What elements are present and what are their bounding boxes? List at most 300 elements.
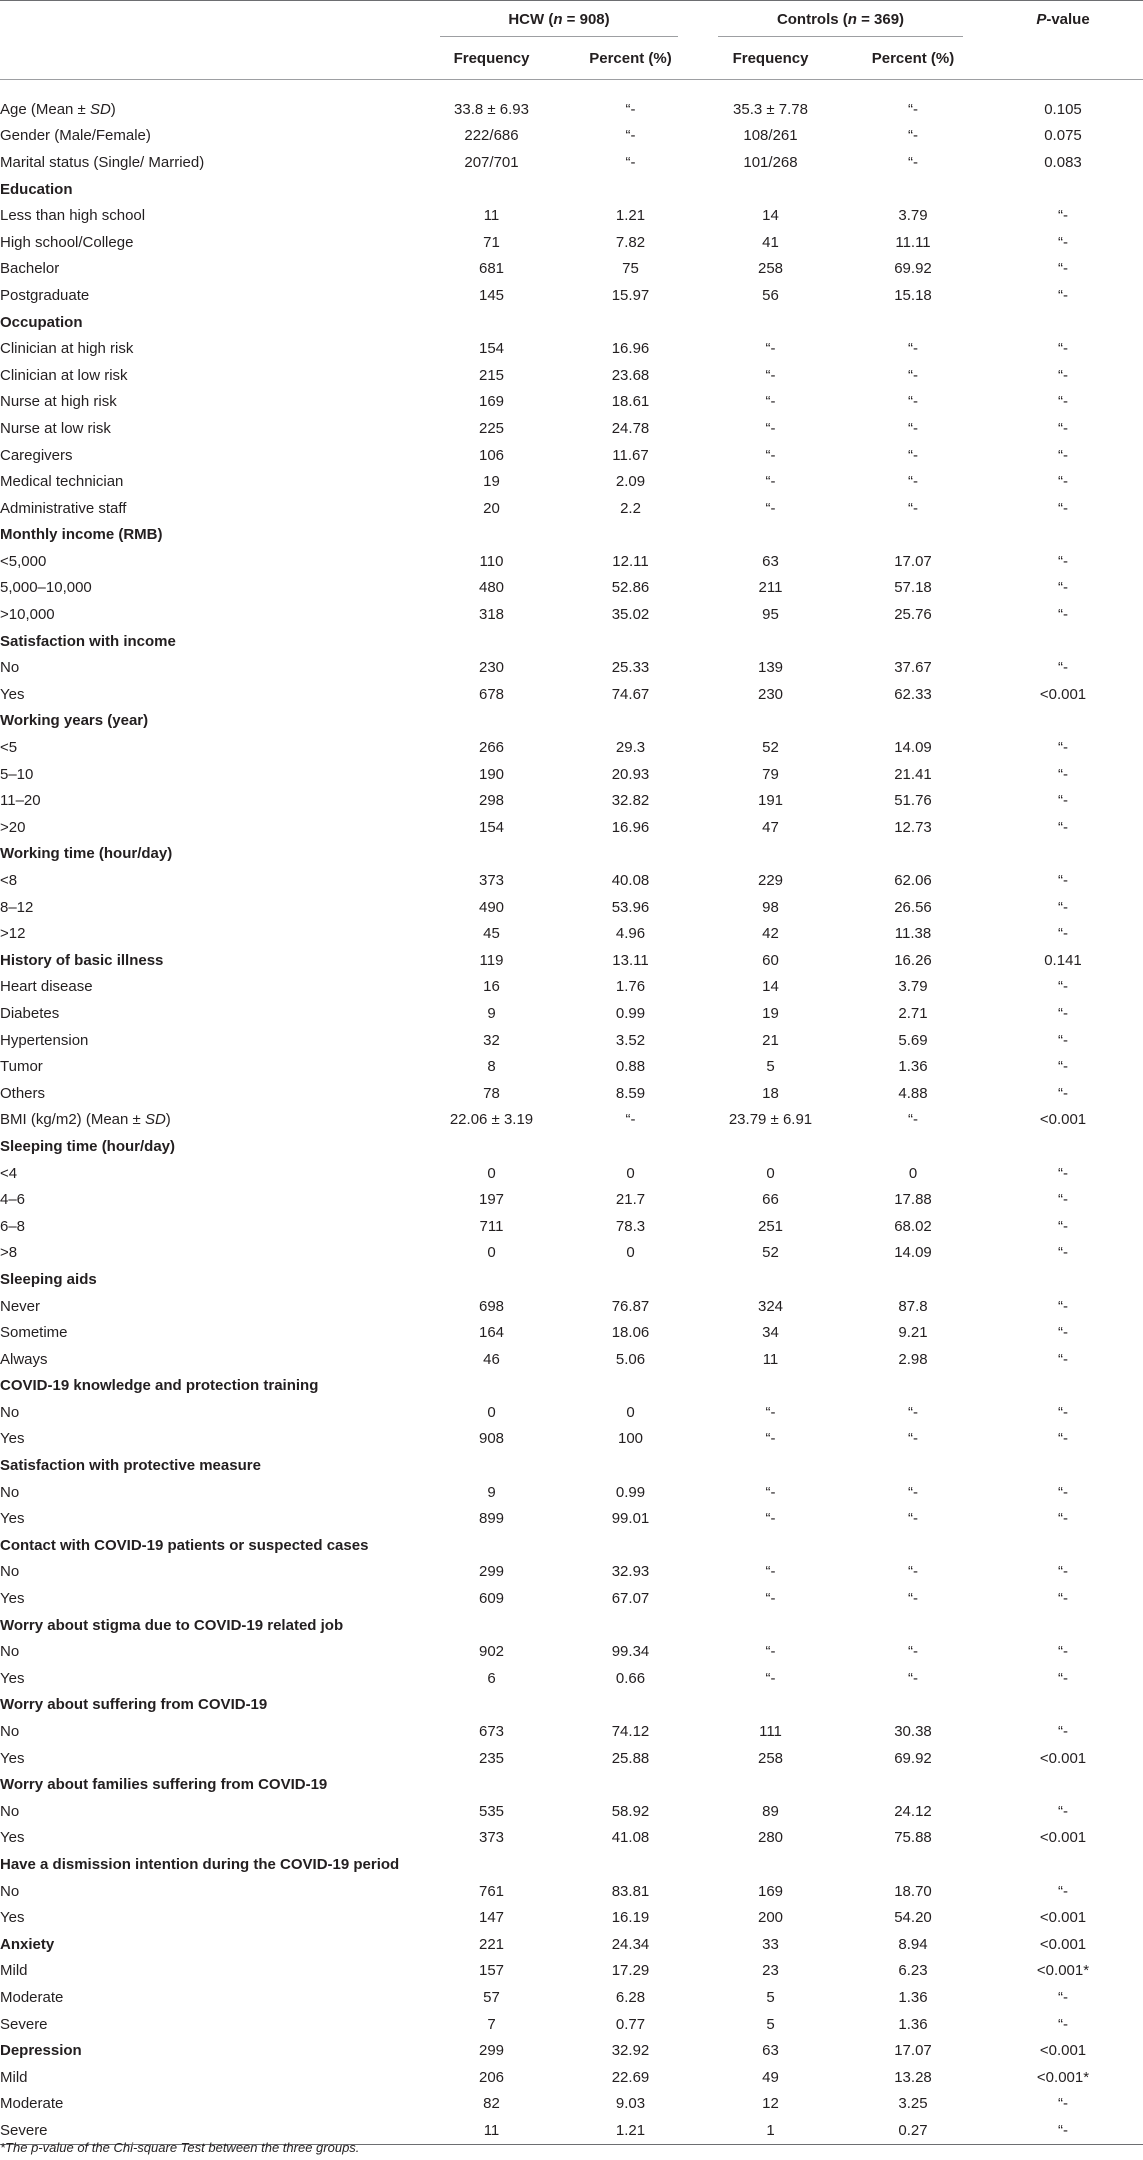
cell-controls-percent: 51.76 xyxy=(894,792,932,810)
cell-p-value: “- xyxy=(1058,978,1068,996)
cell-controls-percent: 5.69 xyxy=(898,1031,928,1049)
cell-hcw-percent: 16.19 xyxy=(611,1909,650,1927)
cell-hcw-frequency: 22.06 ± 3.19 xyxy=(449,1111,534,1129)
cell-controls-frequency xyxy=(698,309,843,336)
row-label: No xyxy=(0,1563,20,1581)
cell-p-value: “- xyxy=(1058,765,1068,783)
row-label: 8–12 xyxy=(0,898,34,916)
cell-hcw-percent: 52.86 xyxy=(611,579,650,597)
cell-p-value: “- xyxy=(1058,1058,1068,1076)
section-row xyxy=(0,1452,1143,1479)
cell-controls-percent xyxy=(843,1851,983,1878)
table-row xyxy=(0,202,1143,229)
cell-p-value: 0.075 xyxy=(1044,127,1082,145)
cell-controls-frequency: 23.79 ± 6.91 xyxy=(728,1111,813,1129)
cell-hcw-percent: 74.67 xyxy=(611,685,650,703)
cell-hcw-percent xyxy=(563,841,698,868)
cell-controls-percent: “- xyxy=(908,393,918,411)
cell-p-value xyxy=(983,1266,1143,1293)
cell-p-value: “- xyxy=(983,2117,1143,2144)
cell-hcw-frequency: 20 xyxy=(483,499,500,517)
cell-p-value: “- xyxy=(1058,818,1068,836)
cell-p-value: <0.001 xyxy=(1039,1749,1087,1767)
cell-controls-frequency xyxy=(698,1452,843,1479)
section-row xyxy=(0,522,1143,549)
cell-controls-percent: 17.07 xyxy=(894,552,932,570)
cell-hcw-frequency: 11 xyxy=(420,2117,563,2144)
cell-hcw-frequency xyxy=(420,1771,563,1798)
cell-hcw-frequency: 215 xyxy=(478,366,505,384)
cell-p-value: “- xyxy=(1058,1882,1068,1900)
cell-hcw-frequency: 221 xyxy=(478,1935,505,1953)
cell-controls-frequency: 18 xyxy=(762,1084,779,1102)
cell-hcw-percent: 1.76 xyxy=(615,978,646,996)
cell-hcw-frequency: 298 xyxy=(478,792,505,810)
cell-p-value xyxy=(983,1771,1143,1798)
cell-hcw-percent: 74.12 xyxy=(611,1723,650,1741)
cell-controls-frequency: 280 xyxy=(757,1829,784,1847)
row-label: Satisfaction with income xyxy=(0,632,176,650)
cell-p-value: “- xyxy=(1058,473,1068,491)
cell-p-value: “- xyxy=(1058,872,1068,890)
row-label: No xyxy=(0,1403,20,1421)
cell-hcw-frequency: 0 xyxy=(487,1403,496,1421)
cell-controls-percent: “- xyxy=(908,1590,918,1608)
cell-p-value: “- xyxy=(1058,1084,1068,1102)
table-row xyxy=(0,256,1143,283)
cell-controls-frequency xyxy=(698,708,843,735)
cell-controls-percent: 21.41 xyxy=(894,765,932,783)
cell-p-value: “- xyxy=(1058,1350,1068,1368)
row-label: Less than high school xyxy=(0,207,146,225)
table-row xyxy=(0,1027,1143,1054)
cell-hcw-frequency xyxy=(420,1851,563,1878)
cell-controls-frequency: 41 xyxy=(762,233,779,251)
cell-controls-frequency: 19 xyxy=(762,1004,779,1022)
cell-hcw-percent xyxy=(563,1612,698,1639)
cell-controls-percent: 14.09 xyxy=(894,1244,932,1262)
cell-hcw-percent: 3.52 xyxy=(615,1031,646,1049)
cell-hcw-percent: 0.66 xyxy=(615,1669,646,1687)
cell-controls-percent: 3.79 xyxy=(898,978,928,996)
row-label: Moderate xyxy=(0,1988,64,2006)
cell-controls-frequency: “- xyxy=(765,419,776,437)
cell-hcw-frequency xyxy=(420,176,563,203)
cell-controls-percent: 62.33 xyxy=(894,685,932,703)
cell-hcw-frequency: 71 xyxy=(483,233,500,251)
row-label: Sleeping aids xyxy=(0,1270,97,1288)
cell-hcw-percent: 35.02 xyxy=(611,606,650,624)
cell-controls-frequency: 60 xyxy=(762,951,779,969)
cell-controls-frequency xyxy=(698,176,843,203)
cell-controls-frequency: 47 xyxy=(762,818,779,836)
cell-controls-percent: “- xyxy=(908,1483,918,1501)
cell-controls-frequency: 258 xyxy=(757,1749,784,1767)
cell-p-value xyxy=(983,1452,1143,1479)
table-row xyxy=(0,787,1143,814)
row-label: No xyxy=(0,1802,20,1820)
cell-hcw-percent: 0.99 xyxy=(615,1483,646,1501)
cell-p-value: “- xyxy=(1058,1430,1068,1448)
cell-controls-percent: 30.38 xyxy=(894,1723,932,1741)
cell-hcw-frequency: 0 xyxy=(487,1164,496,1182)
cell-hcw-percent: “- xyxy=(625,1111,636,1129)
cell-hcw-percent: 29.3 xyxy=(615,739,646,757)
cell-controls-frequency: 95 xyxy=(762,606,779,624)
cell-hcw-percent: 6.28 xyxy=(615,1988,646,2006)
cell-hcw-frequency: 0 xyxy=(487,1244,496,1262)
cell-hcw-percent: 41.08 xyxy=(611,1829,650,1847)
cell-controls-percent: “- xyxy=(908,1643,918,1661)
cell-hcw-percent: 25.88 xyxy=(611,1749,650,1767)
section-row xyxy=(0,841,1143,868)
cell-hcw-percent xyxy=(563,1133,698,1160)
cell-hcw-percent: 8.59 xyxy=(615,1084,646,1102)
row-label: Mild xyxy=(0,1962,28,1980)
cell-p-value xyxy=(983,176,1143,203)
cell-hcw-percent: 40.08 xyxy=(611,872,650,890)
cell-hcw-percent: 7.82 xyxy=(615,233,646,251)
cell-hcw-percent xyxy=(563,1266,698,1293)
cell-hcw-percent: 2.2 xyxy=(620,499,641,517)
header-controls: Controls (n = 369) xyxy=(698,1,983,37)
cell-controls-frequency: “- xyxy=(765,1563,776,1581)
cell-p-value: “- xyxy=(1058,792,1068,810)
header-hcw: HCW (n = 908) xyxy=(420,1,698,37)
cell-controls-frequency xyxy=(698,1373,843,1400)
cell-p-value: “- xyxy=(1058,1217,1068,1235)
cell-p-value: “- xyxy=(1058,1563,1068,1581)
cell-p-value: <0.001 xyxy=(1039,1935,1087,1953)
row-label: Nurse at high risk xyxy=(0,393,117,411)
table-row xyxy=(0,681,1143,708)
cell-hcw-percent xyxy=(563,1373,698,1400)
section-row xyxy=(0,1133,1143,1160)
row-label: >8 xyxy=(0,1244,18,1262)
cell-controls-percent: 17.07 xyxy=(894,2042,932,2060)
cell-controls-percent: 2.98 xyxy=(898,1350,928,1368)
cell-hcw-percent: 99.34 xyxy=(611,1643,650,1661)
table-row xyxy=(0,1479,1143,1506)
section-row xyxy=(0,947,1143,974)
cell-p-value: “- xyxy=(1058,393,1068,411)
cell-controls-frequency xyxy=(698,1266,843,1293)
cell-controls-frequency: 12 xyxy=(762,2095,779,2113)
cell-controls-percent: 37.67 xyxy=(894,659,932,677)
row-label: BMI (kg/m2) (Mean ± SD) xyxy=(0,1111,171,1129)
cell-hcw-percent: 32.93 xyxy=(611,1563,650,1581)
cell-p-value: “- xyxy=(1058,1802,1068,1820)
row-label: Hypertension xyxy=(0,1031,89,1049)
cell-controls-percent: 1.36 xyxy=(898,1058,928,1076)
cell-hcw-frequency: 33.8 ± 6.93 xyxy=(454,100,529,118)
table-row xyxy=(0,1559,1143,1586)
section-row xyxy=(0,628,1143,655)
cell-p-value: <0.001 xyxy=(1039,2042,1087,2060)
cell-hcw-percent: 24.78 xyxy=(611,419,650,437)
cell-controls-frequency: 14 xyxy=(762,978,779,996)
cell-hcw-percent: 83.81 xyxy=(611,1882,650,1900)
cell-hcw-percent: 75 xyxy=(622,260,639,278)
cell-controls-frequency: 5 xyxy=(766,2015,775,2033)
cell-hcw-percent: 99.01 xyxy=(611,1510,650,1528)
cell-p-value: “- xyxy=(1058,1643,1068,1661)
cell-hcw-percent: 25.33 xyxy=(611,659,650,677)
cell-hcw-percent: “- xyxy=(625,127,636,145)
row-label: <8 xyxy=(0,872,18,890)
cell-hcw-percent: 100 xyxy=(617,1430,644,1448)
row-label: Worry about stigma due to COVID-19 related job xyxy=(0,1616,344,1634)
cell-controls-frequency: 101/268 xyxy=(743,153,798,171)
cell-hcw-frequency: 110 xyxy=(479,552,504,570)
cell-controls-frequency: 258 xyxy=(757,260,784,278)
cell-controls-frequency: 191 xyxy=(757,792,784,810)
table-row xyxy=(0,920,1143,947)
header-pvalue: P-value xyxy=(1036,10,1090,28)
cell-controls-frequency: “- xyxy=(765,1669,776,1687)
section-row xyxy=(0,1692,1143,1719)
cell-controls-frequency: 98 xyxy=(762,898,779,916)
table-row xyxy=(0,1346,1143,1373)
cell-controls-frequency: “- xyxy=(765,446,776,464)
table-row xyxy=(0,495,1143,522)
cell-hcw-percent: 0.99 xyxy=(615,1004,646,1022)
cell-controls-frequency: 0 xyxy=(766,1164,775,1182)
cell-p-value: 0.083 xyxy=(1044,153,1082,171)
cell-hcw-frequency: 9 xyxy=(487,1483,496,1501)
cell-controls-percent: 16.26 xyxy=(894,951,932,969)
row-label: Caregivers xyxy=(0,446,73,464)
row-label: No xyxy=(0,1643,20,1661)
cell-controls-frequency: 5 xyxy=(766,1988,775,2006)
cell-controls-percent: 4.88 xyxy=(898,1084,928,1102)
table-row xyxy=(0,2091,1143,2118)
section-row xyxy=(0,2037,1143,2064)
row-label: >20 xyxy=(0,818,26,836)
cell-p-value: “- xyxy=(1058,659,1068,677)
row-label: Diabetes xyxy=(0,1004,60,1022)
cell-controls-percent xyxy=(843,628,983,655)
cell-p-value xyxy=(983,708,1143,735)
table-row xyxy=(0,335,1143,362)
cell-p-value xyxy=(983,1692,1143,1719)
cell-p-value: “- xyxy=(1058,925,1068,943)
cell-controls-percent: “- xyxy=(908,366,918,384)
cell-hcw-percent xyxy=(563,1851,698,1878)
cell-hcw-percent: 32.92 xyxy=(611,2042,650,2060)
cell-controls-frequency xyxy=(698,1771,843,1798)
table-row xyxy=(0,389,1143,416)
table-row xyxy=(0,1053,1143,1080)
table-row xyxy=(0,1718,1143,1745)
cell-hcw-frequency: 154 xyxy=(478,340,505,358)
table-row xyxy=(0,1878,1143,1905)
row-label: Mild xyxy=(0,2068,28,2086)
table-row xyxy=(0,1585,1143,1612)
cell-p-value: <0.001* xyxy=(1036,2068,1090,2086)
table-row xyxy=(0,761,1143,788)
cell-hcw-frequency: 16 xyxy=(483,978,500,996)
cell-controls-frequency xyxy=(698,841,843,868)
cell-controls-percent: 17.88 xyxy=(894,1191,932,1209)
cell-p-value xyxy=(983,1373,1143,1400)
cell-hcw-percent: 16.96 xyxy=(611,818,650,836)
cell-hcw-frequency: 78 xyxy=(483,1084,500,1102)
row-label: Yes xyxy=(0,1430,25,1448)
cell-hcw-frequency: 673 xyxy=(478,1723,505,1741)
cell-controls-percent: “- xyxy=(908,499,918,517)
cell-controls-frequency: 200 xyxy=(757,1909,784,1927)
cell-hcw-percent: 9.03 xyxy=(615,2095,646,2113)
cell-hcw-percent: 32.82 xyxy=(611,792,650,810)
cell-controls-percent xyxy=(843,1692,983,1719)
cell-p-value: “- xyxy=(1058,233,1068,251)
table-row xyxy=(0,282,1143,309)
cell-controls-percent: “- xyxy=(908,127,918,145)
cell-hcw-frequency: 225 xyxy=(478,419,505,437)
cell-hcw-frequency: 902 xyxy=(478,1643,505,1661)
cell-hcw-frequency: 490 xyxy=(478,898,505,916)
row-label: Yes xyxy=(0,1749,25,1767)
row-label: Others xyxy=(0,1084,46,1102)
cell-hcw-percent: 13.11 xyxy=(612,951,649,969)
cell-p-value xyxy=(983,1532,1143,1559)
cell-controls-frequency: 139 xyxy=(757,659,784,677)
cell-hcw-percent: 23.68 xyxy=(611,366,650,384)
cell-controls-percent: 25.76 xyxy=(894,606,932,624)
row-label: Contact with COVID-19 patients or suspected cases xyxy=(0,1536,369,1554)
cell-controls-percent: 14.09 xyxy=(894,739,932,757)
cell-controls-percent: “- xyxy=(908,100,918,118)
cell-p-value: “- xyxy=(1058,1031,1068,1049)
cell-hcw-percent xyxy=(563,1692,698,1719)
cell-hcw-frequency: 535 xyxy=(478,1802,505,1820)
section-row xyxy=(0,176,1143,203)
cell-p-value: “- xyxy=(1058,2095,1068,2113)
cell-p-value xyxy=(983,309,1143,336)
cell-controls-frequency: 251 xyxy=(757,1217,784,1235)
header-empty-cell xyxy=(0,1,420,37)
cell-controls-frequency xyxy=(698,1851,843,1878)
cell-controls-percent: 24.12 xyxy=(894,1802,932,1820)
table-row xyxy=(0,123,1143,150)
row-label: Worry about families suffering from COVID-19 xyxy=(0,1776,328,1794)
cell-controls-percent xyxy=(843,708,983,735)
row-label: No xyxy=(0,1723,20,1741)
row-label: Worry about suffering from COVID-19 xyxy=(0,1696,268,1714)
row-label: COVID-19 knowledge and protection training xyxy=(0,1377,319,1395)
cell-hcw-frequency: 8 xyxy=(487,1058,496,1076)
row-label: Monthly income (RMB) xyxy=(0,526,163,544)
table-footnote: *The p-value of the Chi-square Test between the three groups. xyxy=(0,2140,360,2155)
cell-controls-frequency: 49 xyxy=(762,2068,779,2086)
cell-hcw-frequency: 299 xyxy=(478,2042,505,2060)
cell-hcw-frequency xyxy=(420,628,563,655)
table-row xyxy=(0,1984,1143,2011)
cell-p-value: “- xyxy=(1058,739,1068,757)
row-label: History of basic illness xyxy=(0,951,164,969)
cell-hcw-percent xyxy=(563,309,698,336)
cell-controls-frequency: “- xyxy=(765,1430,776,1448)
cell-p-value: “- xyxy=(1058,606,1068,624)
section-row xyxy=(0,1612,1143,1639)
cell-hcw-percent: 17.29 xyxy=(611,1962,650,1980)
row-label: Postgraduate xyxy=(0,286,90,304)
row-label: <5 xyxy=(0,739,18,757)
table-row xyxy=(0,1505,1143,1532)
cell-p-value xyxy=(983,1133,1143,1160)
cell-controls-frequency: “- xyxy=(765,1643,776,1661)
cell-controls-frequency: “- xyxy=(765,1483,776,1501)
row-label: 5,000–10,000 xyxy=(0,579,92,597)
cell-hcw-frequency xyxy=(420,309,563,336)
cell-hcw-percent: 12.11 xyxy=(612,552,649,570)
cell-hcw-percent xyxy=(563,628,698,655)
row-label: Moderate xyxy=(0,2095,64,2113)
cell-controls-percent: “- xyxy=(908,419,918,437)
cell-hcw-percent: 78.3 xyxy=(615,1217,646,1235)
cell-hcw-frequency: 19 xyxy=(483,473,500,491)
cell-controls-percent: 69.92 xyxy=(894,260,932,278)
cell-controls-percent: 15.18 xyxy=(894,286,932,304)
cell-hcw-frequency xyxy=(420,708,563,735)
cell-controls-percent xyxy=(843,841,983,868)
cell-hcw-percent: 11.67 xyxy=(612,446,649,464)
cell-hcw-frequency: 678 xyxy=(478,685,505,703)
cell-p-value: “- xyxy=(1058,1004,1068,1022)
section-row xyxy=(0,1266,1143,1293)
cell-hcw-frequency: 157 xyxy=(478,1962,505,1980)
cell-hcw-percent: “- xyxy=(625,100,636,118)
subheader-controls-frequency: Frequency xyxy=(698,37,843,80)
cell-controls-frequency: 230 xyxy=(757,685,784,703)
table-row xyxy=(0,601,1143,628)
cell-hcw-frequency: 480 xyxy=(478,579,505,597)
table-row xyxy=(0,654,1143,681)
cell-controls-frequency: 229 xyxy=(757,872,784,890)
cell-p-value xyxy=(983,1612,1143,1639)
row-label: Yes xyxy=(0,1590,25,1608)
cell-controls-percent: “- xyxy=(908,1669,918,1687)
table-row xyxy=(0,1160,1143,1187)
table-row xyxy=(0,1665,1143,1692)
cell-hcw-percent: 5.06 xyxy=(615,1350,646,1368)
subheader-controls-percent: Percent (%) xyxy=(843,37,983,80)
cell-hcw-frequency: 190 xyxy=(478,765,505,783)
table-row xyxy=(0,1107,1143,1134)
cell-controls-frequency: “- xyxy=(765,1590,776,1608)
cell-p-value: 0.141 xyxy=(1044,951,1082,969)
cell-controls-percent xyxy=(843,1373,983,1400)
row-label: Always xyxy=(0,1350,48,1368)
cell-controls-percent: 75.88 xyxy=(894,1829,932,1847)
cell-controls-percent: 26.56 xyxy=(894,898,932,916)
cell-controls-percent: 69.92 xyxy=(894,1749,932,1767)
cell-controls-percent xyxy=(843,522,983,549)
cell-hcw-percent: 2.09 xyxy=(615,473,646,491)
table-row xyxy=(0,1745,1143,1772)
cell-controls-percent xyxy=(843,1452,983,1479)
section-row xyxy=(0,1851,1143,1878)
cell-hcw-percent: 58.92 xyxy=(611,1802,650,1820)
cell-controls-percent: “- xyxy=(908,446,918,464)
cell-hcw-percent: 53.96 xyxy=(611,898,650,916)
cell-controls-frequency: 14 xyxy=(762,207,779,225)
cell-controls-percent xyxy=(843,309,983,336)
cell-hcw-frequency: 11 xyxy=(483,207,500,225)
cell-controls-frequency: 52 xyxy=(762,1244,779,1262)
cell-hcw-percent xyxy=(563,708,698,735)
